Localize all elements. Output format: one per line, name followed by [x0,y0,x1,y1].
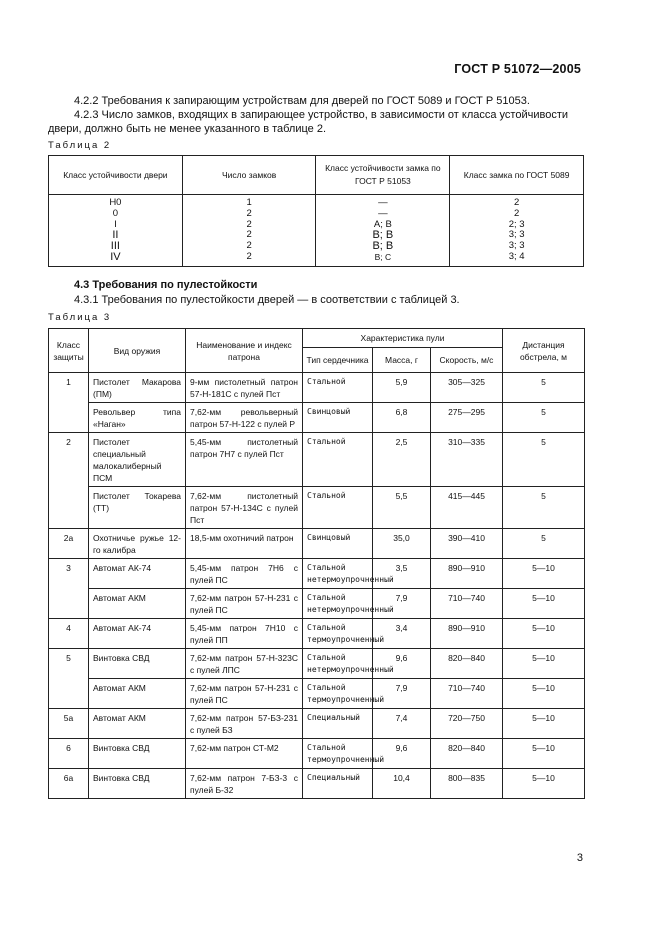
table3-header-weapon: Вид оружия [89,329,186,373]
table3-cell-cartridge: 9-мм пистолетный патрон 57-Н-181С с пулей Пст [186,373,303,403]
table3-cell-weapon: Пистолет специальный малокалиберный ПСМ [89,433,186,487]
table3-cell-core: Стальной термоупрочненный [303,679,373,709]
table2-caption: Таблица 2 [48,140,112,151]
table3-cell-speed: 820—840 [431,649,503,679]
table3-cell-weapon: Винтовка СВД [89,769,186,799]
table-cell: 3; 3 [508,229,525,241]
table3-cell-distance: 5—10 [503,769,585,799]
table3-cell-cartridge: 18,5-мм охотничий патрон [186,529,303,559]
table3-cell-cartridge: 5,45-мм пистолетный патрон 7Н7 с пулей Пст [186,433,303,487]
table3-cell-mass: 7,9 [373,679,431,709]
table3-cell-cartridge: 7,62-мм патрон СТ-М2 [186,739,303,769]
table3-cell-class: 3 [49,559,89,619]
paragraph-4-2-2-text: 4.2.2 Требования к запирающим устройствам для дверей по ГОСТ 5089 и ГОСТ Р 51053. [74,95,530,107]
table-cell: — [378,207,388,219]
table3-cell-distance: 5—10 [503,589,585,619]
table3-cell-speed: 800—835 [431,769,503,799]
table3-cell-weapon: Пистолет Токарева (ТТ) [89,487,186,529]
table3-cell-mass: 9,6 [373,649,431,679]
table-row [49,679,585,709]
table-cell: 2; 3 [508,218,525,230]
table3-caption: Таблица 3 [48,312,112,323]
table3-header-distance: Дистанция обстрела, м [503,329,585,373]
table3-cell-weapon: Автомат АКМ [89,709,186,739]
table-cell: B; B [372,229,394,242]
table3-cell-weapon: Автомат АКМ [89,679,186,709]
table3-cell-class: 5а [49,709,89,739]
table3-header-class: Класс защиты [49,329,89,373]
table3-body [49,373,585,799]
table3-cell-core: Свинцовый [303,403,373,433]
table-row [49,487,585,529]
table-cell: I [114,218,117,230]
table3-cell-cartridge: 5,45-мм патрон 7Н6 с пулей ПС [186,559,303,589]
table-row [49,739,585,769]
table-cell: 2 [246,229,252,241]
table-row [49,559,585,589]
table3-cell-speed: 390—410 [431,529,503,559]
table3-cell-mass: 5,9 [373,373,431,403]
table2-body-row [49,195,584,267]
table3-header-row-1 [49,329,585,348]
table3-cell-core: Стальной [303,487,373,529]
table3-cell-cartridge: 7,62-мм патрон 57-Н-231 с пулей ПС [186,679,303,709]
table3-cell-distance: 5—10 [503,709,585,739]
paragraph-4-2-2 [48,94,588,108]
table-row [49,619,585,649]
table-cell: IV [110,250,121,263]
table3-cell-weapon: Винтовка СВД [89,739,186,769]
page-number: 3 [576,852,583,864]
table3-cell-mass: 3,5 [373,559,431,589]
table-cell: III [110,240,120,253]
table3-cell-cartridge: 7,62-мм револьверный патрон 57-Н-122 с пулей Р [186,403,303,433]
table3-cell-core: Стальной нетермоупрочненный [303,589,373,619]
table3-cell-core: Специальный [303,709,373,739]
table2-col-lock-class-51053 [316,195,450,267]
paragraph-4-2-3-line1: 4.2.3 Число замков, входящих в запирающее устройство, в зависимости от класса устойчивости [74,109,568,121]
table3-cell-cartridge: 7,62-мм патрон 57-БЗ-231 с пулей БЗ [186,709,303,739]
table2-col-door-class [49,195,183,267]
table3-cell-core: Специальный [303,769,373,799]
table-cell: 2 [246,207,252,219]
table3-cell-speed: 305—325 [431,373,503,403]
table-cell: 2 [246,240,252,252]
table3-cell-class: 6а [49,769,89,799]
table3-cell-core: Стальной [303,373,373,403]
document-code: ГОСТ Р 51072—2005 [454,62,581,76]
table3-cell-core: Стальной термоупрочненный [303,739,373,769]
table3-cell-distance: 5 [503,487,585,529]
table3-cell-speed: 890—910 [431,619,503,649]
table3-cell-cartridge: 7,62-мм патрон 57-Н-231 с пулей ПС [186,589,303,619]
table3-cell-weapon: Револьвер типа «Наган» [89,403,186,433]
table2-header-lock-count: Число замков [182,156,316,195]
table3-cell-speed: 710—740 [431,589,503,619]
table2-col-lock-count [182,195,316,267]
table3-cell-speed: 720—750 [431,709,503,739]
table2-header-door-class: Класс устойчивости двери [49,156,183,195]
table-cell: — [378,197,388,208]
table2-header-row [49,156,584,195]
table3-cell-distance: 5—10 [503,559,585,589]
table3-cell-distance: 5 [503,433,585,487]
table-2 [48,155,584,267]
table-cell: B; C [374,251,392,262]
table3-cell-core: Стальной нетермоупрочненный [303,649,373,679]
table-row [49,529,585,559]
table3-cell-distance: 5—10 [503,619,585,649]
table3-cell-weapon: Охотничье ружье 12-го калибра [89,529,186,559]
table3-cell-class: 2а [49,529,89,559]
table3-cell-cartridge: 7,62-мм патрон 57-Н-323С с пулей ЛПС [186,649,303,679]
paragraph-4-3-1-text: 4.3.1 Требования по пулестойкости дверей — в соответствии с таблицей 3. [74,294,460,306]
table-row [49,649,585,679]
table3-cell-weapon: Пистолет Макарова (ПМ) [89,373,186,403]
table3-cell-class: 2 [49,433,89,529]
table3-cell-mass: 3,4 [373,619,431,649]
table3-header-mass: Масса, г [373,348,431,373]
table3-cell-core: Стальной нетермоупрочненный [303,559,373,589]
table3-cell-weapon: Автомат АКМ [89,589,186,619]
table3-header-bullet: Характеристика пули [303,329,503,348]
table-row [49,589,585,619]
table3-cell-mass: 5,5 [373,487,431,529]
table3-cell-mass: 2,5 [373,433,431,487]
table3-cell-mass: 7,4 [373,709,431,739]
table-cell: B; B [372,240,394,253]
table2-col-lock-class-5089 [450,195,584,267]
table-cell: II [112,229,119,242]
table3-cell-speed: 275—295 [431,403,503,433]
table3-cell-mass: 10,4 [373,769,431,799]
table-cell: 2 [246,250,252,262]
table3-header-core: Тип сердечника [303,348,373,373]
table2-header-lock-class-51053: Класс устойчивости замка по ГОСТ Р 51053 [316,156,450,195]
table3-cell-distance: 5 [503,529,585,559]
paragraph-4-2-3-line2: двери, должно быть не менее указанного в таблице 2. [48,123,327,135]
table3-cell-distance: 5—10 [503,739,585,769]
table3-cell-weapon: Автомат АК-74 [89,559,186,589]
table-cell: 2 [246,218,252,230]
table-cell: 0 [112,207,119,219]
table3-cell-weapon: Винтовка СВД [89,649,186,679]
table3-cell-mass: 35,0 [373,529,431,559]
table3-cell-speed: 415—445 [431,487,503,529]
table-cell: 1 [246,197,252,208]
table3-cell-class: 6 [49,739,89,769]
table3-cell-cartridge: 7,62-мм пистолетный патрон 57-Н-134С с пулей Пст [186,487,303,529]
table-cell: 3; 4 [508,250,525,262]
table2-header-lock-class-5089: Класс замка по ГОСТ 5089 [450,156,584,195]
table3-cell-distance: 5—10 [503,679,585,709]
table3-cell-weapon: Автомат АК-74 [89,619,186,649]
table3-cell-class: 5 [49,649,89,709]
table3-cell-speed: 890—910 [431,559,503,589]
table-cell: A; B [373,218,392,230]
table3-cell-core: Свинцовый [303,529,373,559]
table3-cell-core: Стальной термоупрочненный [303,619,373,649]
table-row [49,709,585,739]
paragraph-4-3-1 [48,293,588,307]
table3-cell-cartridge: 5,45-мм патрон 7Н10 с пулей ПП [186,619,303,649]
section-title-4-3: 4.3 Требования по пулестойкости [74,279,258,291]
table3-cell-mass: 9,6 [373,739,431,769]
table3-cell-speed: 310—335 [431,433,503,487]
table-row [49,373,585,403]
table3-cell-speed: 820—840 [431,739,503,769]
table-row [49,769,585,799]
table3-cell-mass: 6,8 [373,403,431,433]
table3-cell-mass: 7,9 [373,589,431,619]
table3-cell-core: Стальной [303,433,373,487]
paragraph-4-2-3 [48,108,588,136]
table-row [49,433,585,487]
table-cell: 2 [513,207,520,219]
table3-header-cartridge: Наименование и индекс патрона [186,329,303,373]
table-row [49,403,585,433]
table3-cell-class: 1 [49,373,89,433]
table3-cell-distance: 5 [503,373,585,403]
table-cell: 2 [513,197,520,208]
table3-cell-distance: 5—10 [503,649,585,679]
table-cell: 3; 3 [508,240,525,252]
table-3 [48,328,585,799]
table3-cell-distance: 5 [503,403,585,433]
table3-cell-class: 4 [49,619,89,649]
table3-cell-speed: 710—740 [431,679,503,709]
table3-cell-cartridge: 7,62-мм патрон 7-БЗ-3 с пулей Б-32 [186,769,303,799]
table-cell: Н0 [109,197,122,208]
table3-header-speed: Скорость, м/с [431,348,503,373]
